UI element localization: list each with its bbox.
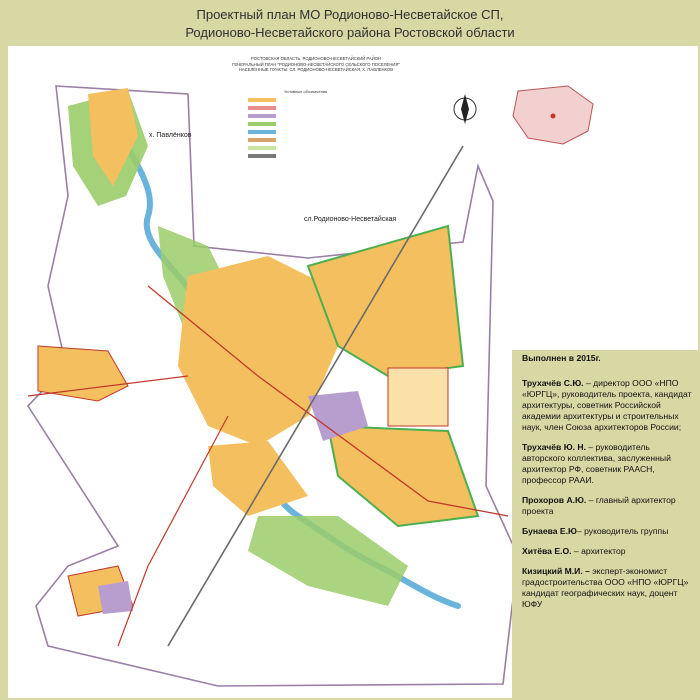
credits-year: Выполнен в 2015г.	[522, 353, 601, 363]
green-zone-south	[248, 516, 408, 606]
title-line-2: Родионово-Несветайского района Ростовской области	[185, 25, 515, 40]
credit-role: – руководитель авторского коллектива, заслуженный архитектор РФ, советник РААСН, профессор РААИ.	[522, 442, 671, 485]
credit-role: – главный архитектор проекта	[522, 495, 676, 516]
credit-role: – директор ООО «НПО «ЮРГЦ», руководитель проекта, кандидат архитектуры, советник Российской академии архитектуры и строительных наук, член Союза архитекторов России;	[522, 378, 692, 432]
map-heading-line: РОСТОВСКАЯ ОБЛАСТЬ, РОДИОНОВО-НЕСВЕТАЙСКИЙ РАЙОН	[251, 56, 381, 61]
title-line-1: Проектный план МО Родионово-Несветайское СП,	[196, 7, 504, 22]
credit-name: Прохоров А.Ю.	[522, 495, 587, 505]
credit-name: Бунаева Е.Ю	[522, 526, 577, 536]
label-rodionovo: сл.Родионово-Несветайская	[304, 216, 397, 223]
residential-south	[208, 441, 308, 516]
credit-entry	[522, 378, 692, 433]
legend-swatches	[248, 98, 276, 158]
map-heading	[196, 56, 436, 73]
label-pavlenkov: х. Павлёнков	[149, 132, 192, 139]
credit-name: Кизицкий М.И. –	[522, 566, 590, 576]
compass-icon	[454, 94, 476, 124]
credit-role: – руководитель группы	[576, 526, 669, 536]
credit-role: – архитектор	[571, 546, 626, 556]
locator-point	[551, 114, 556, 119]
credits-panel	[512, 350, 698, 698]
credit-entry	[522, 566, 692, 610]
residential-east-new	[388, 368, 448, 426]
credit-entry	[522, 495, 692, 517]
credit-name: Хитёва Е.О.	[522, 546, 572, 556]
industrial-zone-2	[98, 581, 133, 614]
residential-southeast	[328, 426, 478, 526]
credit-name: Трухачёв Ю. Н.	[522, 442, 586, 452]
map-heading-line: ГЕНЕРАЛЬНЫЙ ПЛАН "РОДИОНОВО-НЕСВЕТАЙСКОГО СЕЛЬСКОГО ПОСЕЛЕНИЯ"	[232, 61, 400, 67]
page-title	[0, 6, 700, 42]
credit-role: эксперт-экономист градостроительства ООО «НПО «ЮРГЦ» кандидат географических наук, доцент ЮФУ	[522, 566, 689, 609]
credit-entry	[522, 546, 692, 557]
legend-title: Условные обозначения	[284, 89, 328, 94]
map-heading-line: НАСЕЛЕННЫЕ ПУНКТЫ: СЛ. РОДИОНОВО-НЕСВЕТАЙСКАЯ, Х. ПАВЛЕНКОВ	[239, 67, 393, 73]
credit-entry	[522, 526, 692, 537]
credit-name: Трухачёв С.Ю.	[522, 378, 584, 388]
credit-entry	[522, 442, 692, 486]
